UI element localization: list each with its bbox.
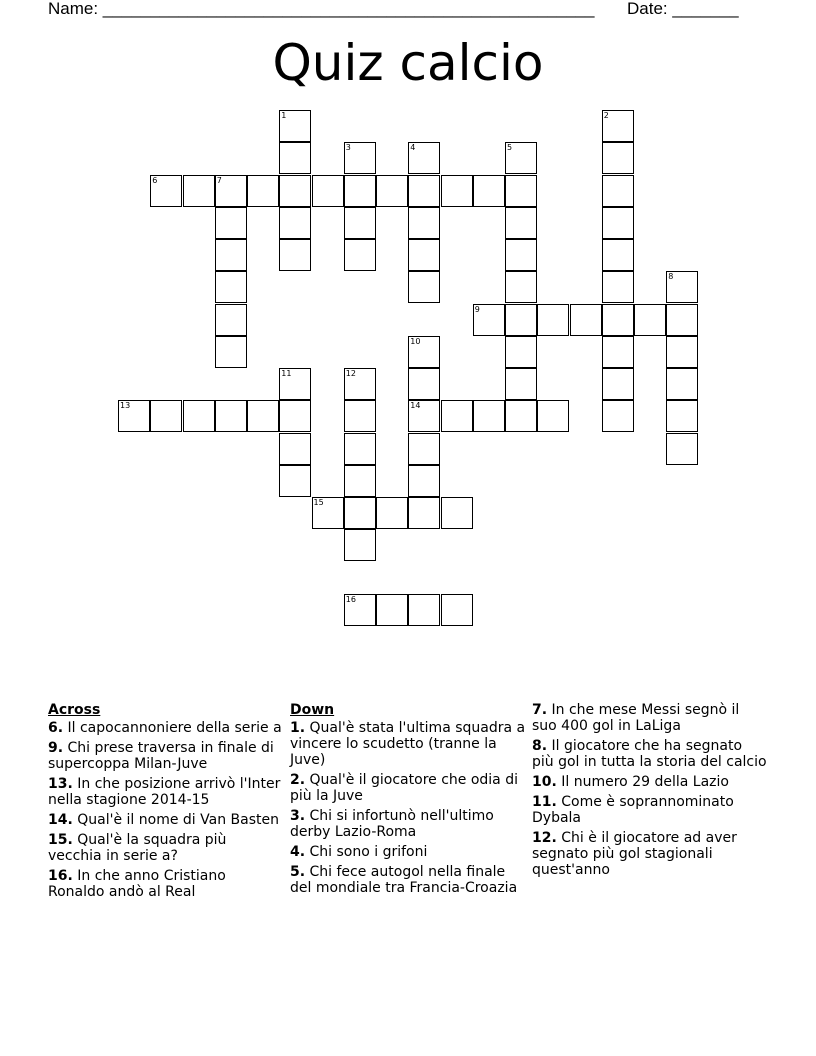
clue-text: Chi si infortunò nell'ultimo derby Lazio-Roma [290, 808, 494, 840]
grid-cell[interactable] [666, 433, 698, 465]
clue-text: In che mese Messi segnò il suo 400 gol in LaLiga [532, 702, 740, 734]
grid-number: 10 [410, 336, 421, 346]
grid-cell[interactable] [247, 400, 279, 432]
clue-number: 14. [48, 812, 73, 828]
grid-number: 7 [216, 175, 222, 185]
clue-across-15 [48, 832, 284, 864]
grid-cell[interactable] [279, 142, 311, 174]
grid-cell[interactable] [602, 175, 634, 207]
grid-cell[interactable] [505, 304, 537, 336]
grid-cell[interactable] [376, 594, 408, 626]
clue-text: Qual'è stata l'ultima squadra a vincere lo scudetto (tranne la Juve) [290, 720, 526, 768]
down-clues [290, 702, 526, 900]
grid-cell[interactable] [408, 207, 440, 239]
grid-cell[interactable] [215, 400, 247, 432]
clue-text: Qual'è il nome di Van Basten [77, 812, 279, 828]
grid-cell[interactable] [344, 400, 376, 432]
clue-text: Chi prese traversa in finale di supercoppa Milan-Juve [48, 740, 274, 772]
clue-down-2 [290, 772, 526, 804]
grid-cell[interactable] [666, 368, 698, 400]
clue-down-1 [290, 720, 526, 768]
grid-cell[interactable] [344, 433, 376, 465]
clue-down-3 [290, 808, 526, 840]
grid-number: 15 [313, 498, 324, 507]
clue-number: 13. [48, 776, 73, 792]
grid-cell[interactable] [602, 400, 634, 432]
grid-cell[interactable] [408, 433, 440, 465]
clue-text: Qual'è la squadra più vecchia in serie a? [48, 832, 227, 864]
clue-down-10 [532, 774, 768, 790]
clue-across-9 [48, 740, 284, 772]
grid-cell[interactable] [344, 529, 376, 561]
grid-number: 2 [603, 111, 609, 120]
clue-down-5 [290, 864, 526, 896]
clue-across-13 [48, 776, 284, 808]
grid-cell[interactable] [602, 207, 634, 239]
clue-number: 16. [48, 868, 73, 884]
grid-number: 13 [120, 401, 131, 411]
grid-cell[interactable] [279, 207, 311, 239]
grid-number: 3 [345, 143, 351, 153]
grid-cell[interactable] [183, 400, 215, 432]
grid-cell[interactable] [441, 400, 473, 432]
grid-cell[interactable] [215, 207, 247, 239]
page-title: Quiz calcio [272, 34, 544, 92]
clue-text: Il giocatore che ha segnato più gol in tutta la storia del calcio [532, 738, 767, 770]
grid-cell[interactable] [279, 239, 311, 271]
name-field-line[interactable]: Name: ____________________________________________________ [48, 0, 595, 18]
grid-cell[interactable] [602, 368, 634, 400]
clue-text: In che posizione arrivò l'Inter nella stagione 2014-15 [48, 776, 281, 808]
down-clues-continued [532, 702, 768, 882]
grid-cell[interactable] [602, 271, 634, 303]
clue-number: 10. [532, 774, 557, 790]
clue-text: Il capocannoniere della serie a [67, 720, 282, 736]
clue-number: 3. [290, 808, 306, 824]
grid-cell[interactable] [344, 207, 376, 239]
grid-cell[interactable] [408, 465, 440, 497]
grid-cell[interactable] [505, 400, 537, 432]
clue-number: 11. [532, 794, 557, 810]
grid-cell[interactable] [376, 175, 408, 207]
grid-number: 8 [668, 272, 674, 282]
clue-text: Chi è il giocatore ad aver segnato più gol stagionali quest'anno [532, 830, 737, 878]
grid-cell[interactable] [602, 239, 634, 271]
clue-across-16 [48, 868, 284, 900]
grid-cell[interactable] [408, 239, 440, 271]
grid-cell[interactable] [441, 497, 473, 529]
grid-cell[interactable] [183, 175, 215, 207]
clue-text: Qual'è il giocatore che odia di più la Juve [290, 772, 518, 804]
grid-cell[interactable] [279, 465, 311, 497]
clue-down-11 [532, 794, 768, 826]
grid-cell[interactable] [570, 304, 602, 336]
grid-cell[interactable] [344, 465, 376, 497]
grid-cell[interactable] [505, 368, 537, 400]
clue-number: 12. [532, 830, 557, 846]
grid-cell[interactable] [473, 400, 505, 432]
grid-cell[interactable] [505, 175, 537, 207]
grid-cell[interactable] [441, 175, 473, 207]
clue-text: Chi fece autogol nella finale del mondiale tra Francia-Croazia [290, 864, 518, 896]
grid-cell[interactable] [279, 433, 311, 465]
grid-cell[interactable] [634, 304, 666, 336]
grid-cell[interactable] [312, 175, 344, 207]
grid-cell[interactable] [666, 304, 698, 336]
grid-cell[interactable] [344, 175, 376, 207]
grid-cell[interactable] [247, 175, 279, 207]
grid-cell[interactable] [376, 497, 408, 529]
grid-cell[interactable] [602, 336, 634, 368]
clue-number: 7. [532, 702, 548, 718]
grid-cell[interactable] [279, 175, 311, 207]
clue-number: 9. [48, 740, 64, 756]
clue-across-6 [48, 720, 284, 736]
grid-cell[interactable] [344, 497, 376, 529]
clue-text: Chi sono i grifoni [309, 844, 428, 860]
grid-number: 9 [474, 304, 480, 314]
grid-number: 16 [345, 594, 356, 604]
clue-number: 6. [48, 720, 64, 736]
clue-down-8 [532, 738, 768, 770]
clue-down-7 [532, 702, 768, 734]
grid-cell[interactable] [537, 400, 569, 432]
grid-cell[interactable] [215, 336, 247, 368]
grid-cell[interactable] [150, 400, 182, 432]
grid-cell[interactable] [408, 175, 440, 207]
grid-cell[interactable] [537, 304, 569, 336]
grid-cell[interactable] [215, 271, 247, 303]
grid-cell[interactable] [473, 175, 505, 207]
clue-number: 15. [48, 832, 73, 848]
grid-number: 4 [410, 143, 416, 153]
grid-number: 1 [281, 111, 287, 120]
grid-cell[interactable] [602, 142, 634, 174]
grid-cell[interactable] [505, 239, 537, 271]
grid-cell[interactable] [666, 400, 698, 432]
clue-text: In che anno Cristiano Ronaldo andò al Real [48, 868, 226, 900]
clue-number: 2. [290, 772, 306, 788]
clue-number: 4. [290, 844, 306, 860]
across-heading: Across [48, 702, 101, 718]
grid-cell[interactable] [408, 594, 440, 626]
clue-number: 1. [290, 720, 306, 736]
grid-number: 14 [410, 401, 421, 411]
grid-cell[interactable] [408, 368, 440, 400]
grid-number: 5 [507, 143, 513, 153]
clue-number: 8. [532, 738, 548, 754]
clue-down-12 [532, 830, 768, 878]
date-field-line[interactable]: Date: _______ [627, 0, 739, 18]
grid-cell[interactable] [215, 239, 247, 271]
across-clues [48, 702, 284, 904]
grid-cell[interactable] [344, 239, 376, 271]
down-heading: Down [290, 702, 335, 718]
clue-number: 5. [290, 864, 306, 880]
grid-cell[interactable] [408, 497, 440, 529]
grid-cell[interactable] [602, 304, 634, 336]
grid-cell[interactable] [505, 336, 537, 368]
grid-cell[interactable] [279, 400, 311, 432]
grid-cell[interactable] [505, 207, 537, 239]
grid-number: 12 [345, 369, 356, 378]
clue-text: Il numero 29 della Lazio [561, 774, 729, 790]
clue-text: Come è soprannominato Dybala [532, 794, 734, 826]
grid-cell[interactable] [505, 271, 537, 303]
grid-cell[interactable] [441, 594, 473, 626]
grid-number: 6 [152, 175, 158, 185]
grid-cell[interactable] [215, 304, 247, 336]
grid-cell[interactable] [408, 271, 440, 303]
grid-number: 11 [281, 369, 292, 378]
grid-cell[interactable] [666, 336, 698, 368]
clue-down-4 [290, 844, 526, 860]
clue-across-14 [48, 812, 284, 828]
